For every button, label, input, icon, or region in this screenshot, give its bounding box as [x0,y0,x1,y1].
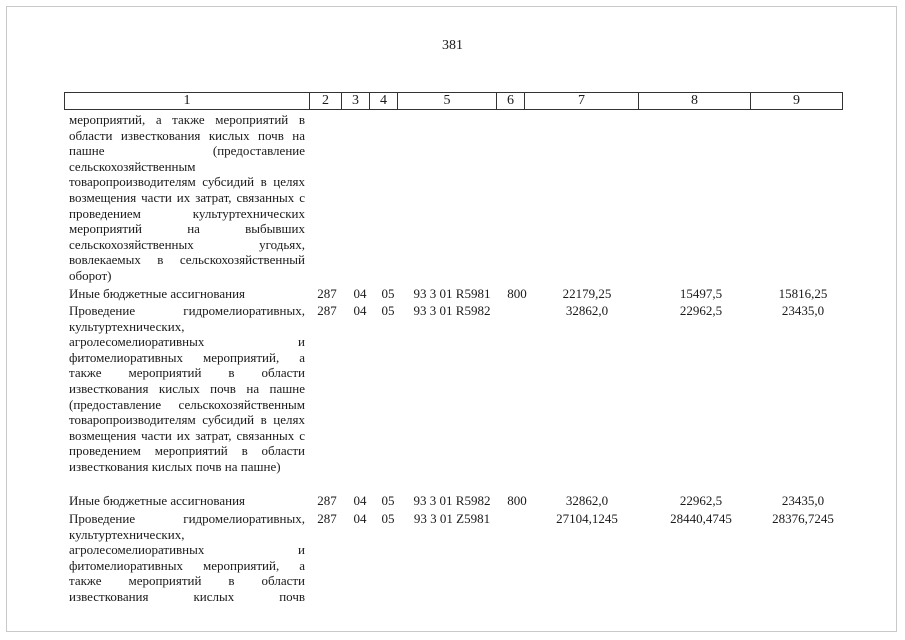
column-header-5: 5 [398,93,497,110]
page-number: 381 [442,38,463,53]
column-header-7: 7 [525,93,639,110]
cell-ministry-code: 287 [317,511,337,526]
cell-section: 04 [353,493,367,508]
cell-amount-col8: 15497,5 [679,286,723,301]
column-header-4: 4 [370,93,398,110]
cell-amount-col8: 28440,4745 [670,511,732,526]
column-header-8: 8 [639,93,751,110]
row-description: Проведение гидромелиоративных, культуртехнических, агролесомелиоративных и фитомелиоративных мероприятий, а также мероприятий в области известкования кислых почв на пашне (предоставление сельскохозяйственным товаропроизводителям субсидий в целях возмещения части их затрат, связанных с проведением мероприятий в области известкования кислых почв на пашне) [69,303,305,474]
column-header-2: 2 [310,93,342,110]
row-description: мероприятий, а также мероприятий в области известкования кислых почв на пашне (предоставление сельскохозяйственным товаропроизводителям субсидий в целях возмещения части их затрат, связанных с проведением культуртехнических мероприятий на выбывших сельскохозяйственных угодьях, вовлекаемых в сельскохозяйственный оборот) [69,112,305,283]
cell-amount-col7: 32862,0 [565,493,609,508]
column-header-3: 3 [342,93,370,110]
cell-subsection: 05 [381,493,395,508]
cell-expense-type: 800 [507,493,527,508]
row-description: Проведение гидромелиоративных, культуртехнических, агролесомелиоративных и фитомелиоративных мероприятий, а также мероприятий в области известкования кислых почв [69,511,305,604]
cell-amount-col9: 15816,25 [778,286,828,301]
cell-amount-col7: 27104,1245 [556,511,618,526]
row-description: Иные бюджетные ассигнования [69,286,246,301]
cell-ministry-code: 287 [317,286,337,301]
cell-target-article: 93 3 01 R5982 [413,303,491,318]
cell-ministry-code: 287 [317,303,337,318]
cell-subsection: 05 [381,286,395,301]
cell-target-article: 93 3 01 R5982 [413,493,491,508]
cell-target-article: 93 3 01 Z5981 [413,511,491,526]
cell-amount-col9: 23435,0 [781,493,825,508]
cell-amount-col8: 22962,5 [679,493,723,508]
table-header [64,92,843,110]
cell-section: 04 [353,511,367,526]
row-description: Иные бюджетные ассигнования [69,493,246,508]
cell-section: 04 [353,303,367,318]
cell-amount-col9: 28376,7245 [772,511,834,526]
column-header-6: 6 [497,93,525,110]
cell-amount-col8: 22962,5 [679,303,723,318]
cell-subsection: 05 [381,511,395,526]
cell-amount-col9: 23435,0 [781,303,825,318]
cell-target-article: 93 3 01 R5981 [413,286,491,301]
cell-expense-type: 800 [507,286,527,301]
cell-amount-col7: 32862,0 [565,303,609,318]
cell-subsection: 05 [381,303,395,318]
column-header-1: 1 [65,93,310,110]
cell-ministry-code: 287 [317,493,337,508]
cell-section: 04 [353,286,367,301]
cell-amount-col7: 22179,25 [562,286,612,301]
column-header-9: 9 [751,93,843,110]
